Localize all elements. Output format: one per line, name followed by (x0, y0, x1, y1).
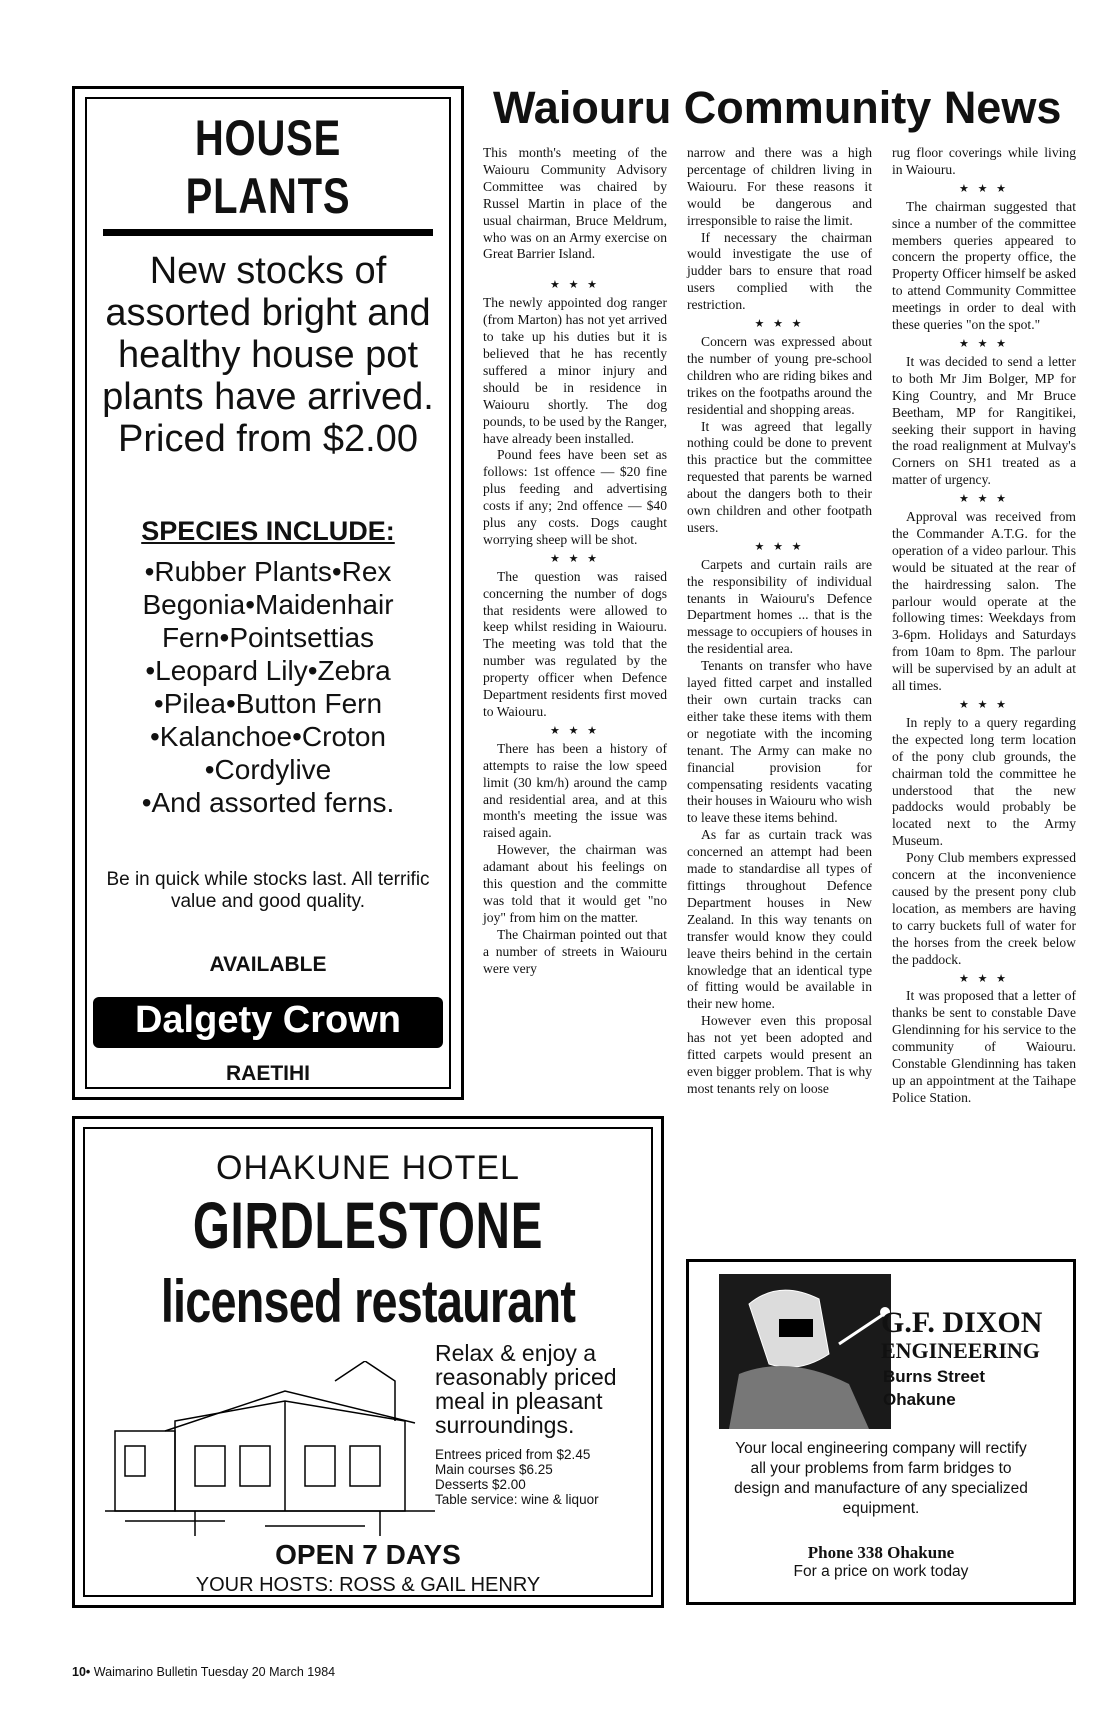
available-label: AVAILABLE (209, 953, 327, 976)
paragraph: Approval was received from the Commander A.T.G. for the operation of a video parlour. This would be situated at the rear of the hairdressing salon. The parlour would operate at the following times: Weekdays from 3-6pm. Holidays and Saturdays from 10am to 8pm. The parlour will be supervised by an adult at all times. (892, 509, 1076, 694)
species-line: •Pilea•Button Fern (153, 688, 383, 719)
hotel-ad (72, 1116, 664, 1608)
page-footer (72, 1665, 335, 1679)
species-list (87, 555, 449, 819)
brand-banner: Dalgety Crown (93, 997, 443, 1048)
restaurant-type: licensed restaurant (160, 1268, 576, 1335)
star-separator: ★ ★ ★ (549, 279, 601, 292)
star-separator: ★ ★ ★ (958, 182, 1010, 195)
hosts: YOUR HOSTS: ROSS & GAIL HENRY (195, 1574, 541, 1596)
star-separator: ★ ★ ★ (958, 699, 1010, 711)
hotel-building-illustration (105, 1361, 435, 1541)
price-line: Main courses $6.25 (435, 1462, 553, 1477)
price-line: Desserts $2.00 (435, 1477, 526, 1492)
paragraph: The question was raised concerning the number of dogs that residents were allowed to keep whilst residing in Waiouru. The meeting was told that the number was regulated by the property officer when Defence Department residents first moved to Waiouru. (483, 568, 667, 719)
brand-town: RAETIHI (226, 1062, 310, 1085)
company-price-note: For a price on work today (793, 1563, 969, 1580)
open-days: OPEN 7 DAYS (275, 1539, 461, 1570)
paragraph: Pony Club members expressed concern at the inconvenience caused by the present pony club location, as members are having to carry buckets full of water for the horses from the creek below the paddock. (892, 850, 1076, 967)
article-column-1 (483, 145, 667, 978)
species-line: Fern•Pointsettias (161, 622, 375, 653)
species-heading: SPECIES INCLUDE: (141, 516, 395, 546)
species-line: •Leopard Lily•Zebra (145, 655, 391, 686)
paragraph: It was decided to send a letter to both Mr Jim Bolger, MP for King Country, and Mr Bruce Beetham, MP for Rangitikei, seeking their support in having the road realignment at Mulvay's Corners on SH1 treated as a matter of urgency. (892, 353, 1076, 488)
company-tagline: ENGINEERING (881, 1338, 1040, 1363)
price-line: Table service: wine & liquor (435, 1492, 599, 1507)
paragraph: Concern was expressed about the number of young pre-school children who are riding bikes and trikes on the footpaths around the residential and shopping areas. (687, 333, 872, 417)
company-town: Ohakune (883, 1390, 956, 1409)
company-phone: Phone 338 Ohakune (807, 1543, 955, 1562)
relax-text: Relax & enjoy a reasonably priced meal in pleasant surroundings. (435, 1340, 617, 1438)
species-line: •Rubber Plants•Rex (144, 556, 392, 587)
dixon-engineering-ad (686, 1259, 1076, 1605)
paragraph: If necessary the chairman would investigate the use of judder bars to ensure that road users complied with the restriction. (687, 229, 872, 313)
page-number: 10 (72, 1665, 86, 1679)
species-line: •And assorted ferns. (141, 787, 395, 818)
welder-illustration (719, 1274, 891, 1429)
paragraph: It was agreed that legally nothing could be done to prevent this practice but the committee requested that parents be warned about the dangers both to their own children and other footpath users. (687, 418, 872, 535)
footer-bullet: • (85, 1665, 91, 1679)
quick-note: Be in quick while stocks last. All terrific value and good quality. (106, 869, 430, 912)
star-separator: ★ ★ ★ (958, 337, 1010, 350)
title-rule (103, 229, 433, 236)
company-name: G.F. DIXON (881, 1306, 1043, 1339)
paragraph: Carpets and curtain rails are the responsibility of individual tenants in Waiouru's Defence Department homes ... that is the message to occupiers of houses in the residential area. (687, 556, 872, 657)
paragraph: This month's meeting of the Waiouru Community Advisory Committee was chaired by Russel Martin in place of the usual chairman, Bruce Meldrum, who was on an Army exercise on Great Barrier Island. (483, 145, 667, 262)
star-separator: ★ ★ ★ (958, 972, 1010, 985)
footer-text: Waimarino Bulletin Tuesday 20 March 1984 (93, 1665, 336, 1679)
paragraph: However, the chairman was adamant about his feelings on this question and the committe was told that it would get "no joy" from him on the matter. (483, 842, 667, 925)
article-headline: Waiouru Community News (493, 82, 1062, 133)
species-line: •Kalanchoe•Croton (150, 721, 386, 752)
paragraph: narrow and there was a high percentage of children living in Waiouru. For these reasons it would be dangerous and irresponsible to raise the limit. (687, 145, 872, 228)
star-separator: ★ ★ ★ (549, 552, 601, 565)
paragraph: The chairman suggested that since a number of the committee members queries appeared to concern the property office, the Property Officer himself be asked to attend Community Committee meetings in order to deal with these queries "on the spot." (892, 198, 1076, 333)
paragraph: The newly appointed dog ranger (from Marton) has not yet arrived to take up his duties but it is believed that he has recently suffered a minor injury and should be in residence in Waiouru shortly. The dog pounds, to be used by the Ranger, have already been installed. (483, 295, 667, 446)
paragraph: There has been a history of attempts to raise the low speed limit (30 km/h) around the camp and residential area, and at this month's meeting the issue was raised again. (483, 740, 667, 841)
hotel-name: OHAKUNE HOTEL (216, 1149, 520, 1187)
paragraph: rug floor coverings while living in Waiouru. (892, 145, 1076, 177)
house-plants-headline: New stocks of assorted bright and healthy house pot plants have arrived. Priced from $2.00 (102, 250, 434, 460)
paragraph: However even this proposal has not yet been adopted and fitted carpets would present an even bigger problem. That is why most tenants rely on loose (687, 1013, 872, 1096)
paragraph: The Chairman pointed out that a number of streets in Waiouru were very (483, 926, 667, 976)
star-separator: ★ ★ ★ (958, 493, 1010, 506)
paragraph: In reply to a query regarding the expected long term location of the pony club grounds, the chairman told the committee he understood that the new paddocks would probably be located next to the Army Museum. (892, 714, 1076, 849)
company-description: Your local engineering company will rectify all your problems from farm bridges to design and manufacture of any specialized equipment. (734, 1440, 1028, 1517)
paragraph: Tenants on transfer who have layed fitted carpet and installed their own curtain tracks can either take these items with them or negotiate with the incoming tenant. The Army can make no financial provision for compensating residents vacating their houses in Waiouru who wish to leave these items behind. (687, 658, 872, 826)
star-separator: ★ ★ ★ (754, 318, 805, 331)
species-line: Begonia•Maidenhair (142, 589, 394, 620)
article-column-2 (687, 145, 872, 1098)
restaurant-name: GIRDLESTONE (192, 1188, 544, 1262)
price-line: Entrees priced from $2.45 (435, 1447, 591, 1462)
paragraph: Pound fees have been set as follows: 1st offence — $20 fine plus feeding and advertising costs if any; 2nd offence — $40 plus any costs. Dogs caught worrying sheep will be shot. (483, 447, 667, 547)
article-column-3 (892, 145, 1076, 1107)
star-separator: ★ ★ ★ (754, 540, 805, 553)
house-plants-title: HOUSE PLANTS (185, 110, 351, 224)
company-street: Burns Street (883, 1367, 986, 1386)
species-line: •Cordylive (204, 754, 332, 785)
star-separator: ★ ★ ★ (549, 724, 601, 737)
house-plants-ad (72, 86, 464, 1100)
paragraph: As far as curtain track was concerned an attempt had been made to standardise all types of fittings throughout Defence Department houses in New Zealand. In this way tenants on transfer would know they could leave theirs behind in the certain knowledge that an identical type of fitting would be available in their new home. (687, 827, 872, 1012)
paragraph: It was proposed that a letter of thanks be sent to constable Dave Glendinning for his service to the community of Waiouru. Constable Glendinning has taken up an appointment at the Taihape Police Station. (892, 988, 1076, 1105)
